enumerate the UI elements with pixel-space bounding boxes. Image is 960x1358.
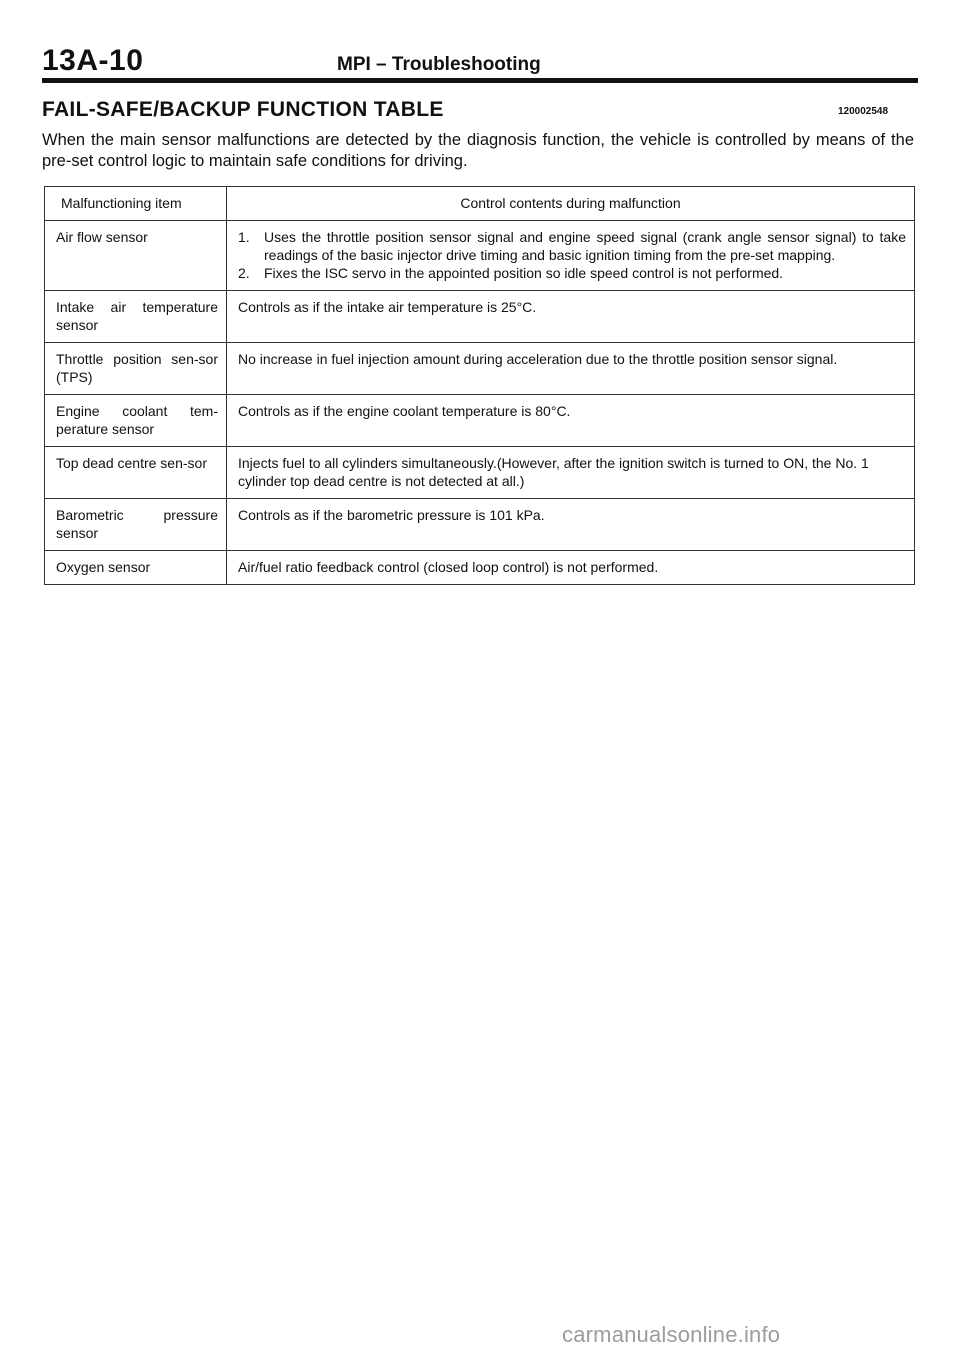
table-header-row (45, 187, 915, 221)
control-cell: Controls as if the intake air temperature is 25°C. (227, 291, 915, 343)
table-row (45, 291, 915, 343)
control-cell: Injects fuel to all cylinders simultaneously.(However, after the ignition switch is turned to ON, the No. 1 cylinder top dead centre is not detected at all.) (227, 447, 915, 499)
header-section-title: MPI – Troubleshooting (337, 54, 541, 75)
column-header-item: Malfunctioning item (45, 187, 227, 221)
step-number: 2. (238, 265, 250, 281)
column-header-control: Control contents during malfunction (227, 187, 915, 221)
step-text: Fixes the ISC servo in the appointed position so idle speed control is not performed. (264, 265, 784, 281)
control-cell: No increase in fuel injection amount during acceleration due to the throttle position sensor signal. (227, 343, 915, 395)
header-rule (42, 78, 918, 83)
table-row (45, 447, 915, 499)
control-cell: Controls as if the engine coolant temperature is 80°C. (227, 395, 915, 447)
page-number: 13A-10 (42, 44, 144, 77)
control-cell: Controls as if the barometric pressure is 101 kPa. (227, 499, 915, 551)
page-header (42, 44, 916, 82)
control-cell (227, 221, 915, 291)
item-cell: Air flow sensor (45, 221, 227, 291)
table-row (45, 499, 915, 551)
document-code: 120002548 (838, 106, 889, 117)
item-cell: Throttle position sen-sor (TPS) (45, 343, 227, 395)
section-title: FAIL-SAFE/BACKUP FUNCTION TABLE (42, 98, 444, 121)
table-row (45, 221, 915, 291)
item-cell: Top dead centre sen-sor (45, 447, 227, 499)
control-cell: Air/fuel ratio feedback control (closed loop control) is not performed. (227, 551, 915, 585)
step-number: 1. (238, 229, 250, 245)
table-row (45, 551, 915, 585)
control-step (238, 264, 906, 282)
item-cell: Engine coolant tem-perature sensor (45, 395, 227, 447)
step-text: Uses the throttle position sensor signal and engine speed signal (crank angle sensor signal) to take readings of the basic injector drive timing and basic ignition timing from the pre-set mapping. (264, 229, 906, 263)
table-row (45, 343, 915, 395)
item-cell: Intake air temperature sensor (45, 291, 227, 343)
failsafe-table (44, 186, 915, 585)
watermark-text: carmanualsonline.info (562, 1322, 781, 1347)
item-cell: Barometric pressure sensor (45, 499, 227, 551)
intro-paragraph: When the main sensor malfunctions are detected by the diagnosis function, the vehicle is controlled by means of the pre-set control logic to maintain safe conditions for driving. (42, 131, 914, 170)
control-step (238, 228, 906, 264)
item-cell: Oxygen sensor (45, 551, 227, 585)
table-row (45, 395, 915, 447)
